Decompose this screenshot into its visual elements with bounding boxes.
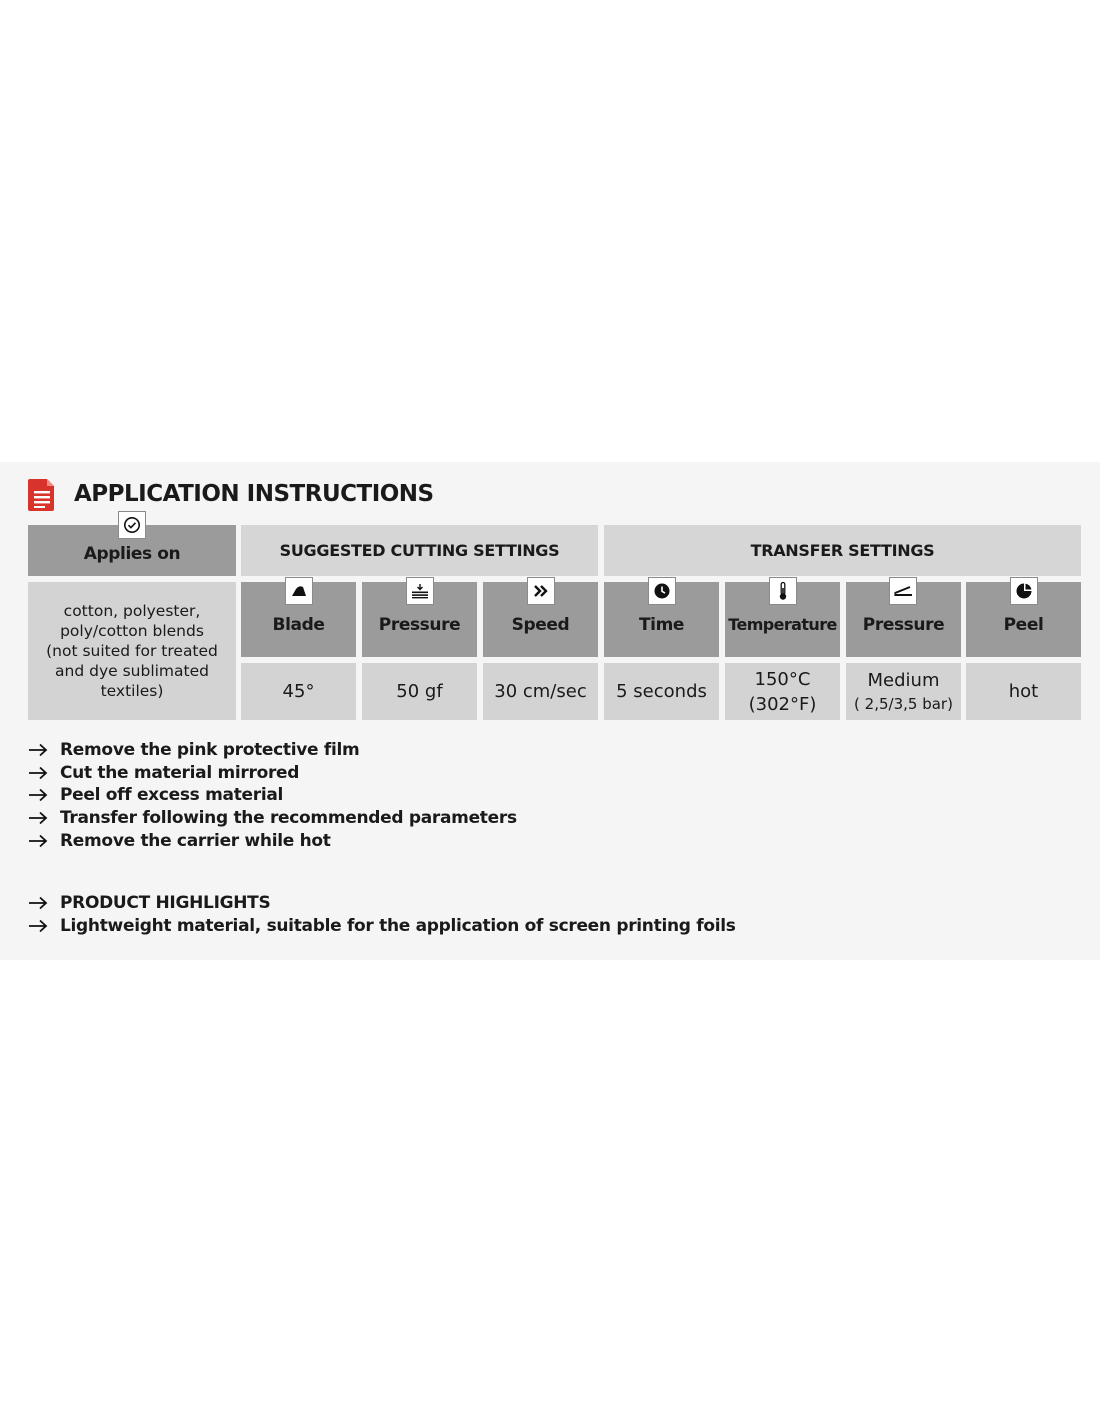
- step-text: Cut the material mirrored: [60, 762, 300, 783]
- time-value: 5 seconds: [616, 681, 707, 702]
- time-value-cell: [604, 663, 719, 720]
- thermometer-icon: [769, 577, 797, 605]
- highlight-text: Lightweight material, suitable for the application of screen printing foils: [60, 915, 736, 936]
- blade-label: Blade: [272, 614, 325, 635]
- arrow-right-icon: [28, 788, 48, 802]
- temperature-label: Temperature: [728, 615, 837, 634]
- list-item: [28, 739, 517, 762]
- step-text: Remove the pink protective film: [60, 740, 360, 761]
- arrow-right-icon: [28, 896, 48, 910]
- arrow-right-icon: [28, 919, 48, 933]
- cutting-pressure-icon: [406, 577, 434, 605]
- clock-icon: [648, 577, 676, 605]
- list-item: [28, 762, 517, 785]
- list-item: [28, 915, 736, 938]
- blade-value-cell: [241, 663, 356, 720]
- document-icon: [28, 477, 56, 511]
- arrow-right-icon: [28, 743, 48, 757]
- cutting-pressure-label: Pressure: [378, 614, 461, 635]
- list-item: [28, 784, 517, 807]
- applies-on-text-cell: [28, 582, 236, 720]
- list-item: [28, 807, 517, 830]
- transfer-pressure-value: Medium: [867, 669, 940, 691]
- speed-value: 30 cm/sec: [494, 681, 587, 702]
- check-circle-icon: [118, 511, 146, 539]
- cutting-settings-header: [241, 525, 598, 576]
- heat-press-icon: [889, 577, 917, 605]
- temperature-value-celsius: 150°C: [754, 668, 811, 690]
- transfer-settings-header: [604, 525, 1081, 576]
- cutting-pressure-value-cell: [362, 663, 477, 720]
- speed-label: Speed: [511, 614, 570, 635]
- applies-on-label: Applies on: [83, 543, 181, 564]
- time-label: Time: [638, 614, 685, 635]
- temperature-value-cell: [725, 663, 840, 720]
- steps-list: [28, 739, 517, 852]
- blade-value: 45°: [282, 681, 315, 702]
- step-text: Transfer following the recommended parameters: [60, 808, 517, 829]
- highlights-list: [28, 892, 736, 937]
- arrow-right-icon: [28, 811, 48, 825]
- peel-icon: [1010, 577, 1038, 605]
- arrow-right-icon: [28, 834, 48, 848]
- transfer-pressure-bar: ( 2,5/3,5 bar): [854, 694, 953, 713]
- highlights-heading: PRODUCT HIGHLIGHTS: [60, 893, 271, 914]
- transfer-pressure-label: Pressure: [862, 614, 945, 635]
- peel-value: hot: [1008, 681, 1039, 702]
- list-item: [28, 892, 736, 915]
- cutting-pressure-value: 50 gf: [396, 681, 443, 702]
- fast-forward-icon: [527, 577, 555, 605]
- temperature-value-fahrenheit: (302°F): [748, 693, 817, 715]
- cutting-settings-title: SUGGESTED CUTTING SETTINGS: [279, 541, 560, 560]
- applies-on-text: cotton, polyester, poly/cotton blends (not suited for treated and dye sublimated textiles): [46, 602, 218, 700]
- speed-value-cell: [483, 663, 598, 720]
- list-item: [28, 829, 517, 852]
- step-text: Remove the carrier while hot: [60, 830, 331, 851]
- peel-label: Peel: [1003, 614, 1044, 635]
- title-row: [28, 476, 434, 512]
- arrow-right-icon: [28, 766, 48, 780]
- step-text: Peel off excess material: [60, 785, 284, 806]
- transfer-settings-title: TRANSFER SETTINGS: [750, 541, 935, 560]
- peel-value-cell: [966, 663, 1081, 720]
- blade-icon: [285, 577, 313, 605]
- page-title: APPLICATION INSTRUCTIONS: [74, 481, 434, 507]
- transfer-pressure-value-cell: [846, 663, 961, 720]
